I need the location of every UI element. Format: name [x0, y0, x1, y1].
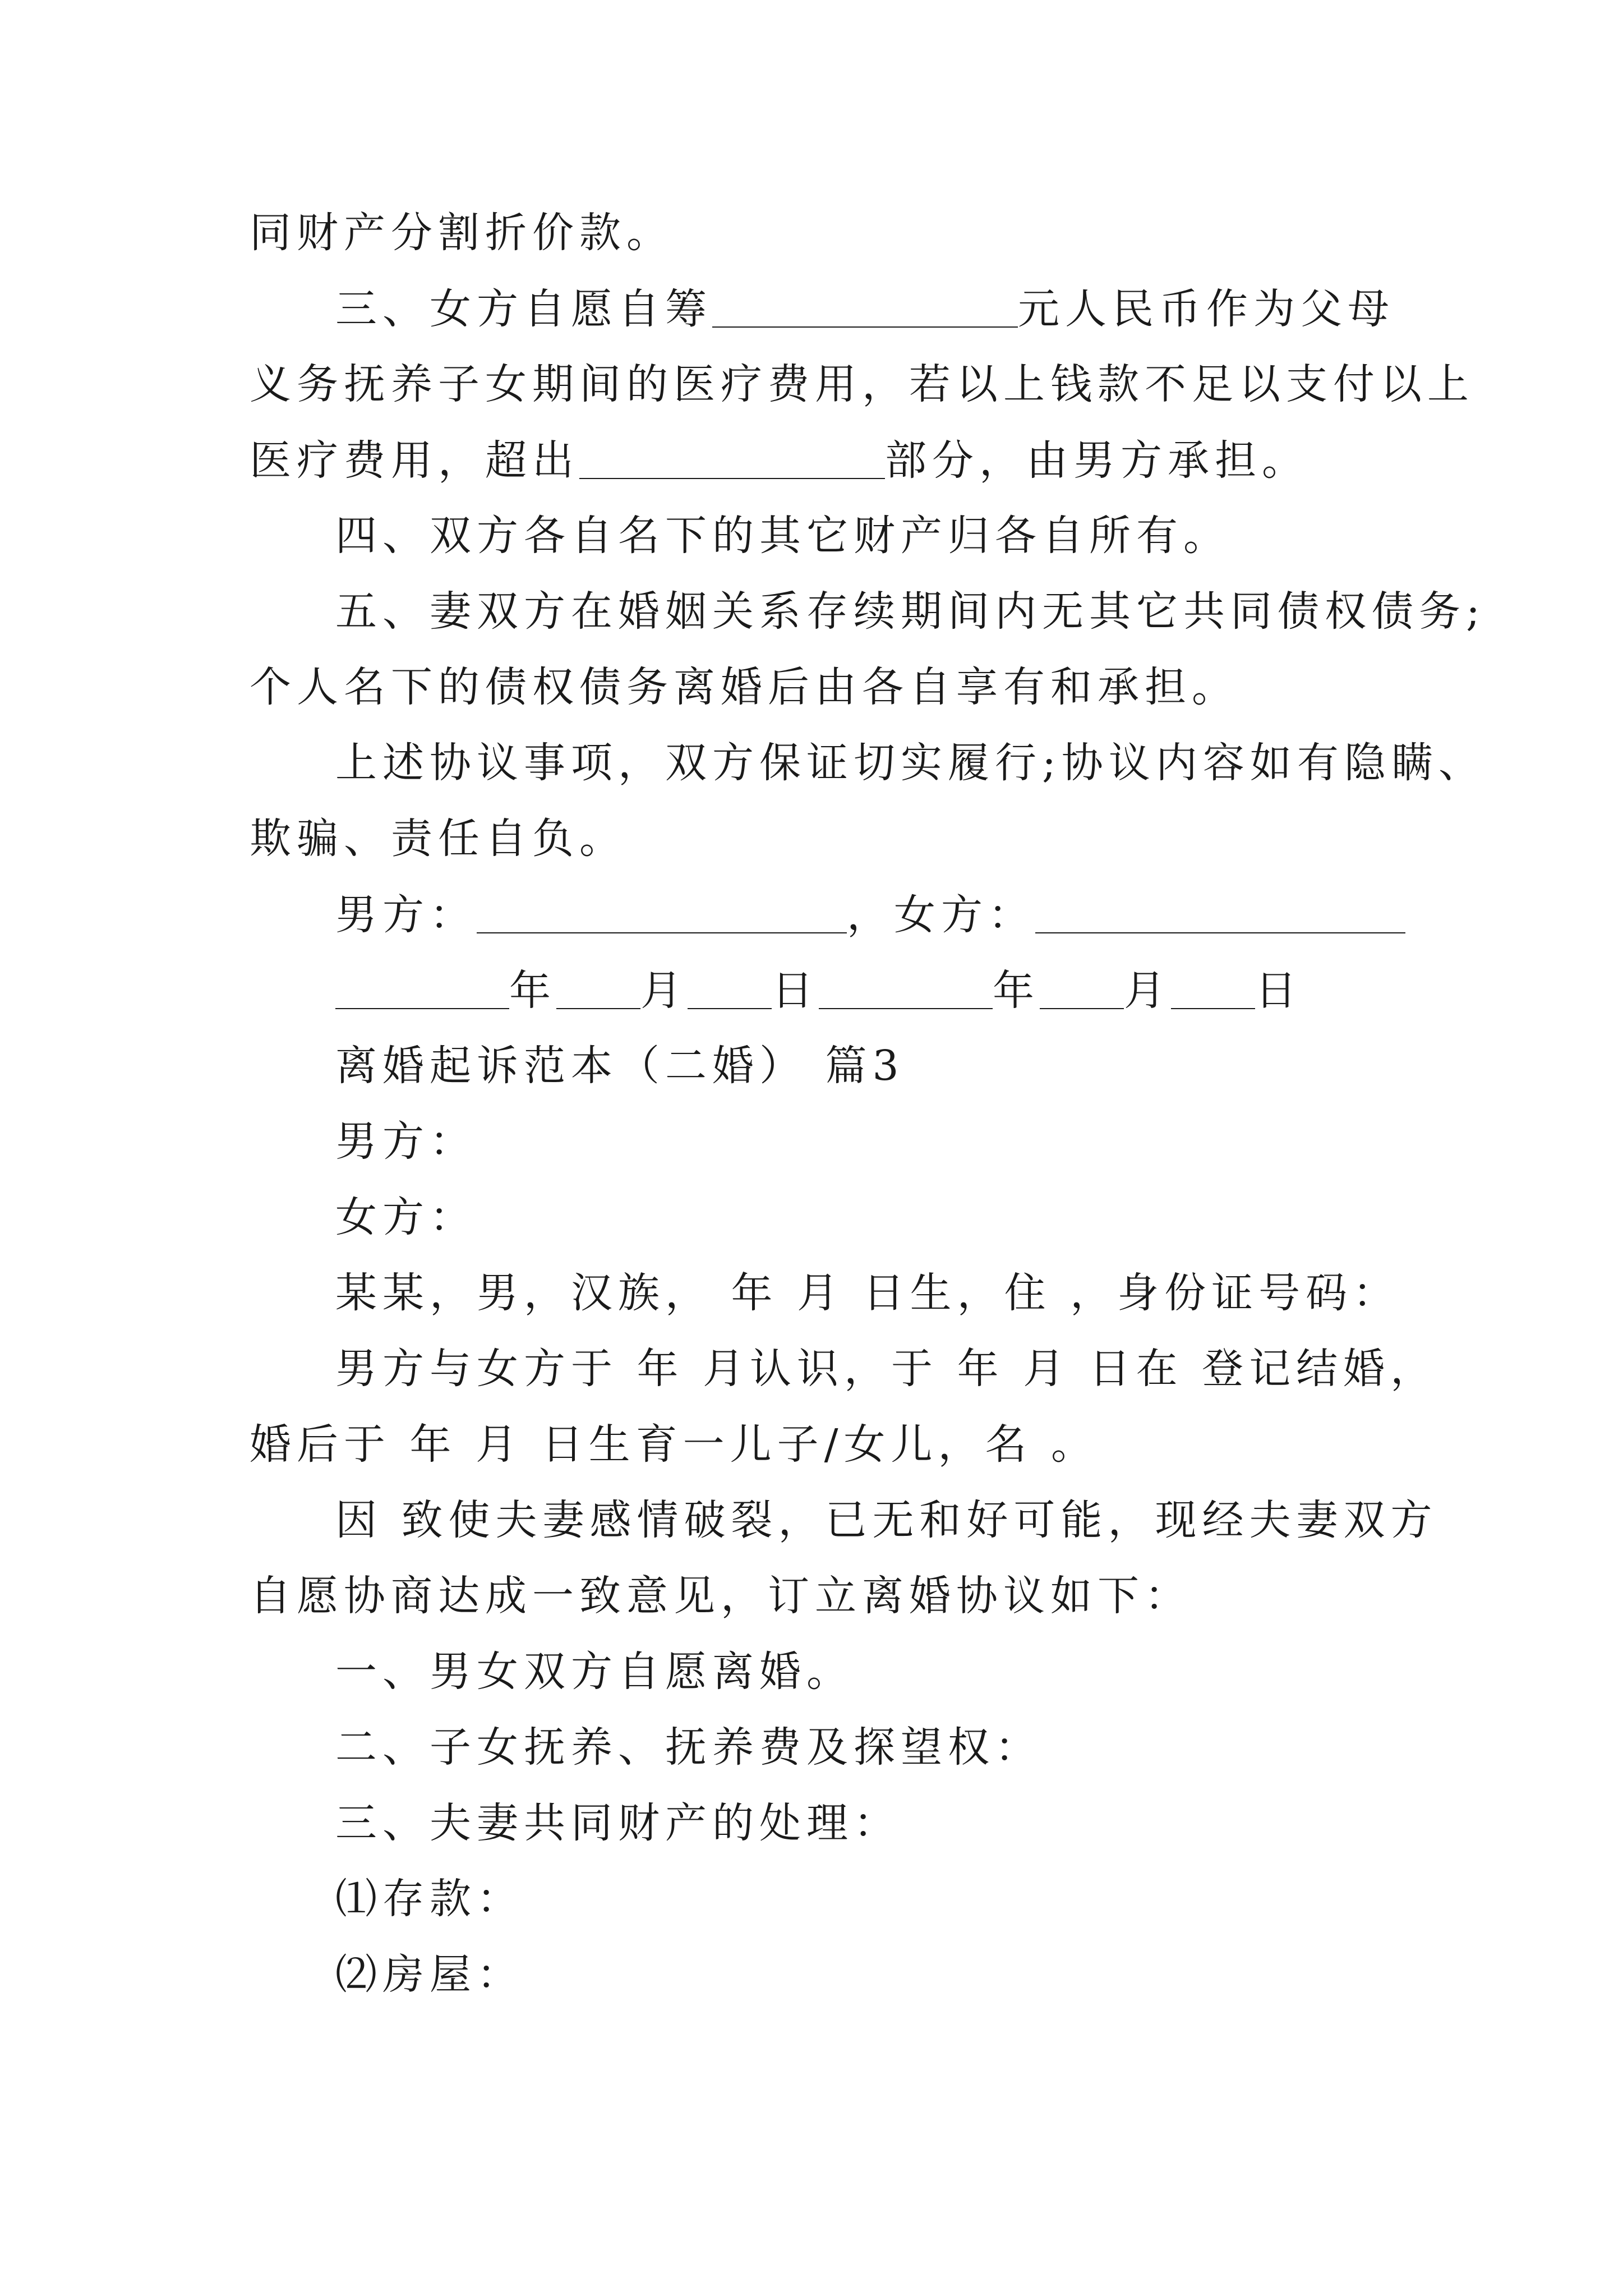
text-line: 自愿协商达成一致意见，订立离婚协议如下： — [250, 1572, 1192, 1620]
text-line: 一、男女双方自愿离婚。 — [335, 1648, 854, 1696]
fill-in-blank — [579, 436, 885, 479]
fill-in-blank — [1035, 891, 1405, 933]
text-line: 五、妻双方在婚姻关系存续期间内无其它共同债权债务; — [335, 587, 1486, 636]
text-segment: 部分，由男方承担。 — [885, 436, 1309, 485]
text-segment: 三、女方自愿自筹 — [335, 285, 712, 333]
text-segment: 医疗费用，超出 — [250, 436, 579, 485]
text-line: 二、子女抚养、抚养费及探望权： — [335, 1723, 1042, 1772]
text-line: 义务抚养子女期间的医疗费用，若以上钱款不足以支付以上 — [250, 360, 1474, 408]
text-segment: 月 — [1124, 967, 1171, 1015]
text-line: 上述协议事项，双方保证切实履行;协议内容如有隐瞒、 — [335, 739, 1486, 787]
text-line: 欺骗、责任自负。 — [250, 815, 626, 863]
text-line: 个人名下的债权债务离婚后由各自享有和承担。 — [250, 663, 1239, 711]
text-segment: 日 — [1255, 967, 1302, 1015]
text-line: 因 致使夫妻感情破裂，已无和好可能，现经夫妻双方 — [335, 1496, 1438, 1544]
text-line: ⑵房屋： — [335, 1950, 524, 1999]
text-line: 男方： — [335, 1117, 477, 1166]
fill-in-blank — [335, 967, 509, 1009]
text-line-with-blank — [250, 432, 1309, 488]
text-line: 男方与女方于 年 月认识，于 年 月 日在 登记结婚， — [335, 1345, 1438, 1393]
fill-in-blank — [1040, 967, 1124, 1009]
text-segment: 男方： — [335, 891, 477, 939]
text-segment: ，女方： — [847, 891, 1035, 939]
fill-in-blank — [477, 891, 847, 933]
section-heading: 离婚起诉范本（二婚） 篇3 — [335, 1042, 905, 1090]
date-line — [335, 962, 1302, 1018]
text-line: ⑴存款： — [335, 1875, 524, 1923]
text-line-with-blank — [335, 280, 1395, 337]
text-segment: 日 — [772, 967, 819, 1015]
fill-in-blank — [556, 967, 640, 1009]
text-line: 三、夫妻共同财产的处理： — [335, 1799, 901, 1847]
text-segment: 年 — [509, 967, 556, 1015]
text-line: 某某，男，汉族， 年 月 日生，住 ，身份证号码： — [335, 1269, 1400, 1317]
signature-line — [335, 886, 1405, 942]
fill-in-blank — [1171, 967, 1255, 1009]
text-line: 女方： — [335, 1193, 477, 1241]
fill-in-blank — [712, 285, 1018, 328]
text-line: 四、双方各自名下的其它财产归各自所有。 — [335, 512, 1230, 560]
text-line: 婚后于 年 月 日生育一儿子/女儿，名 。 — [250, 1420, 1099, 1469]
fill-in-blank — [819, 967, 993, 1009]
text-segment: 月 — [640, 967, 688, 1015]
fill-in-blank — [688, 967, 772, 1009]
text-segment: 年 — [993, 967, 1040, 1015]
text-line: 同财产分割折价款。 — [250, 209, 674, 257]
text-segment: 元人民币作为父母 — [1018, 285, 1395, 333]
